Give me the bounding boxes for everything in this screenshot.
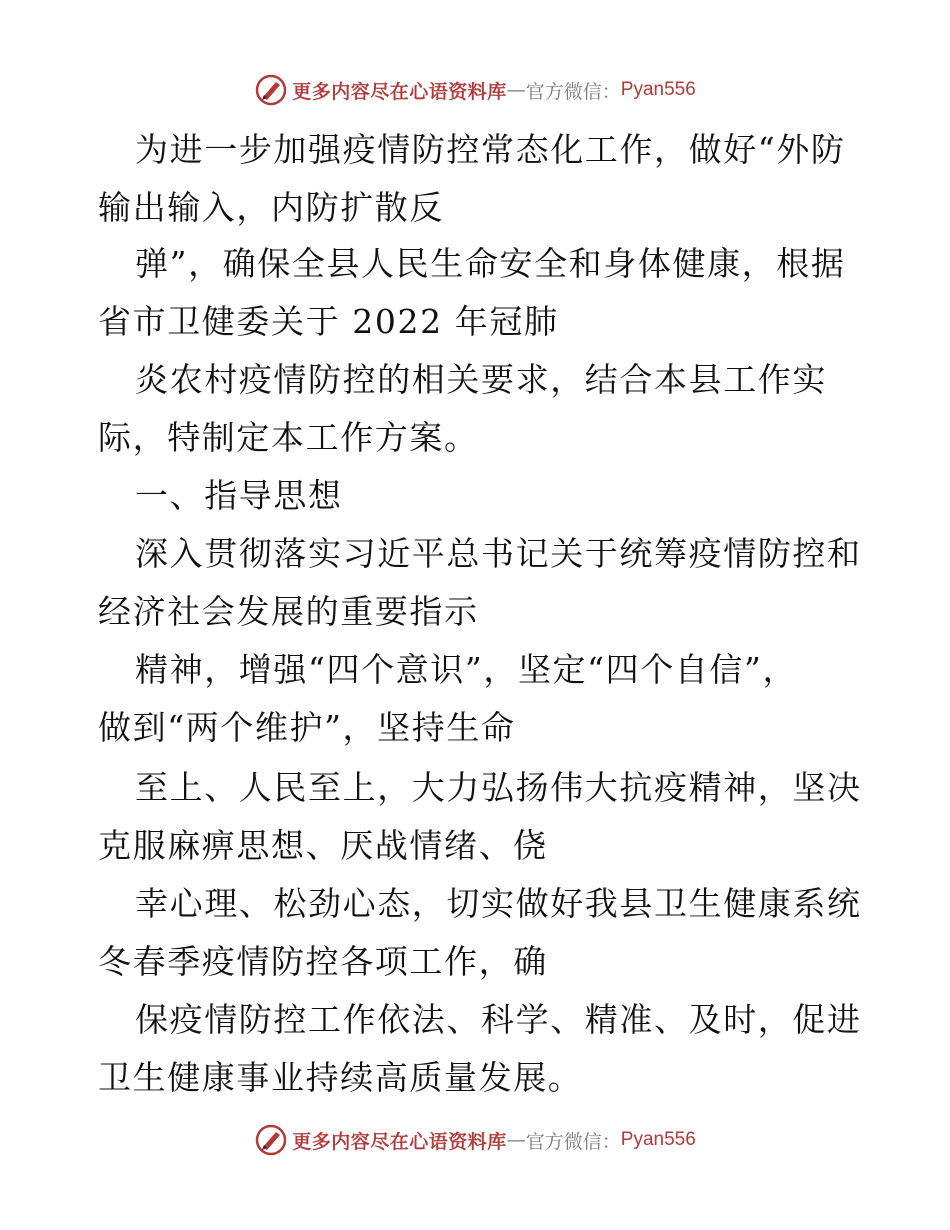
- text-line: 经济社会发展的重要指示: [98, 592, 479, 631]
- text-line: 省市卫健委关于 2022 年冠肺: [98, 302, 559, 341]
- watermark-colon: ：: [601, 80, 621, 103]
- text-line: 弹”，确保全县人民生命安全和身体健康，根据: [135, 244, 846, 283]
- watermark-separator: —: [506, 1129, 526, 1151]
- watermark-brand: 更多内容尽在心语资料库: [292, 80, 507, 103]
- text-line: 克服麻痹思想、厌战情绪、侥: [98, 826, 548, 865]
- section-heading: 一、指导思想: [135, 476, 343, 515]
- watermark-separator: —: [506, 79, 526, 101]
- pen-logo-icon: [254, 73, 288, 107]
- text-line: 输出输入，内防扩散反: [98, 188, 444, 227]
- watermark-header: [0, 70, 950, 110]
- text-line: 冬春季疫情防控各项工作，确: [98, 942, 548, 981]
- text-line: 幸心理、松劲心态，切实做好我县卫生健康系统: [135, 884, 862, 923]
- text-line: 际，特制定本工作方案。: [98, 418, 479, 457]
- watermark-channel: 官方微信: [525, 1130, 602, 1153]
- watermark-account: Pyan556: [620, 1129, 696, 1150]
- text-line: 深入贯彻落实习近平总书记关于统筹疫情防控和: [135, 534, 862, 573]
- pen-logo-icon: [254, 1123, 288, 1157]
- watermark-brand: 更多内容尽在心语资料库: [292, 1130, 507, 1153]
- watermark-account: Pyan556: [620, 79, 696, 100]
- watermark-channel: 官方微信: [525, 80, 602, 103]
- text-line: 为进一步加强疫情防控常态化工作，做好“外防: [135, 130, 846, 169]
- text-line: 至上、人民至上，大力弘扬伟大抗疫精神，坚决: [135, 768, 862, 807]
- watermark-footer: [0, 1120, 950, 1160]
- text-line: 做到“两个维护”，坚持生命: [98, 708, 516, 747]
- text-line: 炎农村疫情防控的相关要求，结合本县工作实: [135, 360, 827, 399]
- text-line: 保疫情防控工作依法、科学、精准、及时，促进: [135, 1000, 862, 1039]
- text-line: 精神，增强“四个意识”，坚定“四个自信”，: [135, 650, 798, 689]
- text-line: 卫生健康事业持续高质量发展。: [98, 1058, 583, 1097]
- watermark-colon: ：: [601, 1130, 621, 1153]
